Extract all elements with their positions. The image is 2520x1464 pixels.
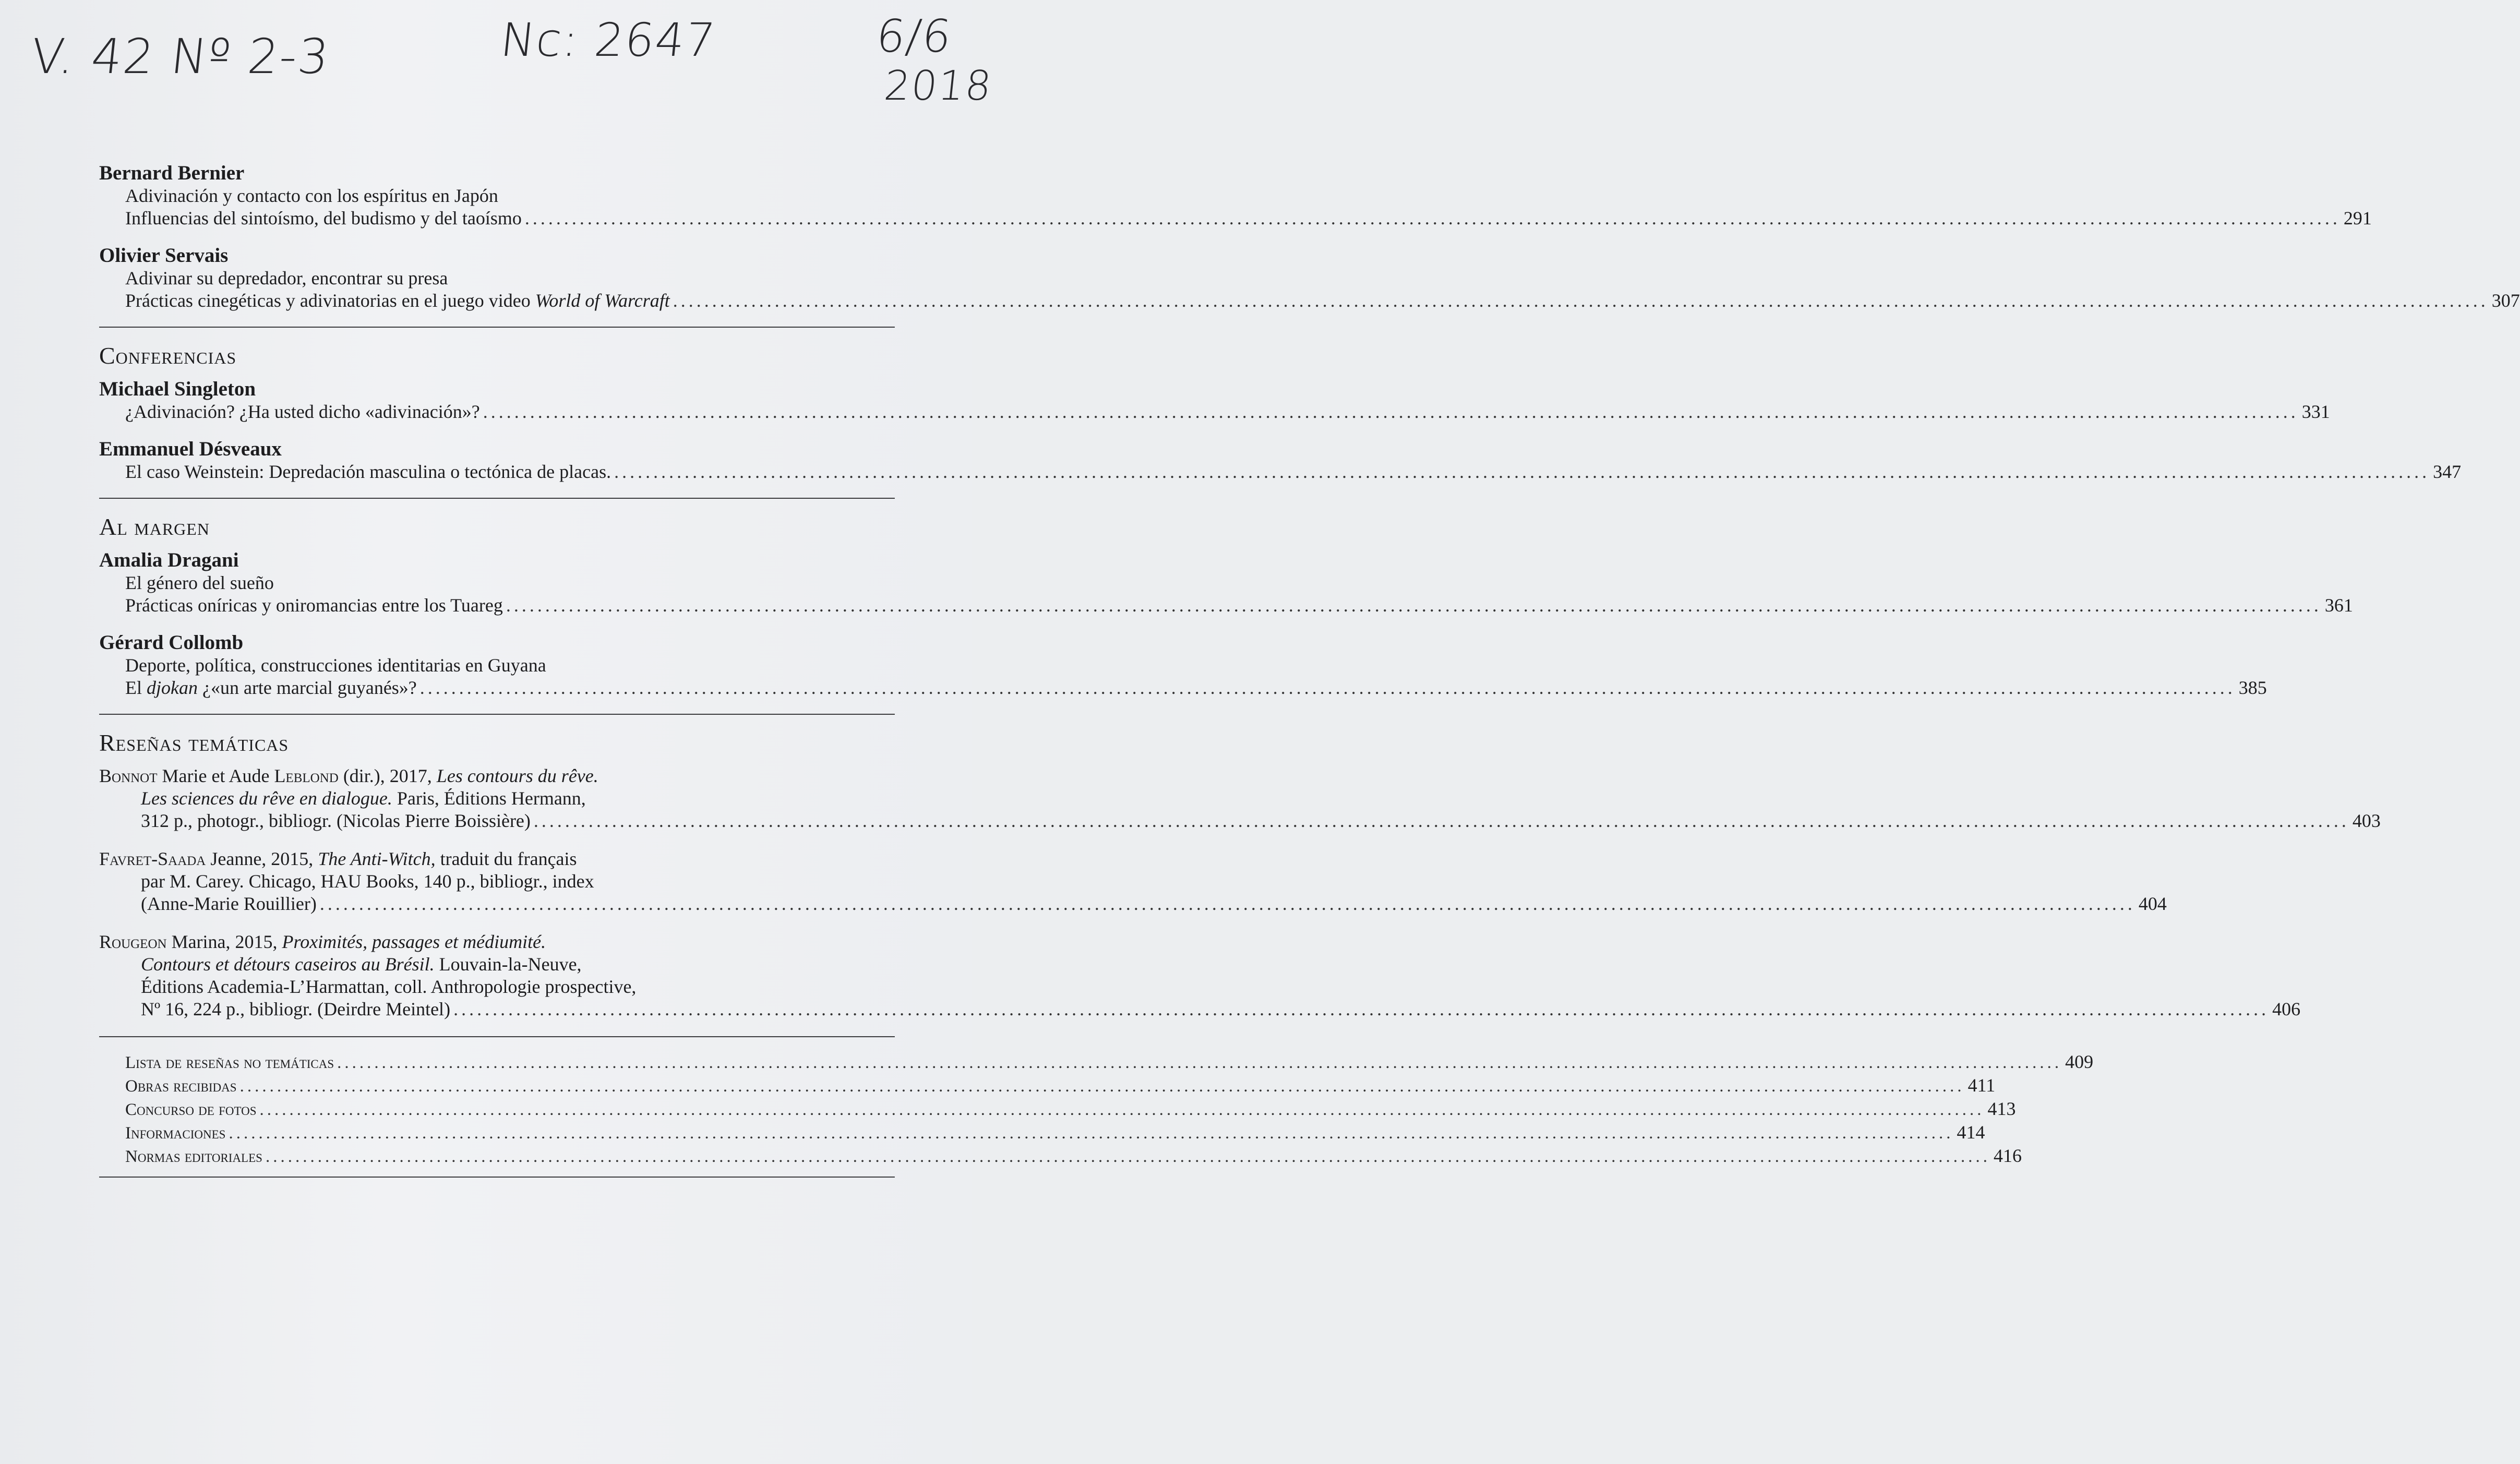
section-heading-resenas: Reseñas temáticas xyxy=(99,729,289,756)
entry-leader-line xyxy=(99,594,2353,617)
entry-title-line: Deporte, política, construcciones identitarias en Guyana xyxy=(125,655,546,676)
page-number: 413 xyxy=(1987,1098,2016,1119)
page-number: 385 xyxy=(2238,677,2267,698)
entry-leader-line xyxy=(99,677,2267,699)
handwritten-volume-note: V. 42 Nº 2-3 xyxy=(28,29,333,85)
toc-entry xyxy=(99,244,2520,312)
page-number: 291 xyxy=(2343,208,2372,229)
review-citation-line: Contours et détours caseiros au Brésil. Louvain-la-Neuve, xyxy=(141,954,582,975)
review-citation-line: Rougeon Marina, 2015, Proximités, passages et médiumité. xyxy=(99,931,546,952)
page-number: 404 xyxy=(2138,893,2167,914)
misc-item: Lista de reseñas no temáticas ..... 409 xyxy=(99,1051,895,1074)
section-divider xyxy=(99,327,895,328)
dot-leader xyxy=(673,290,2489,312)
review-citation-line: Bonnot Marie et Aude Leblond (dir.), 2017, Les contours du rêve. xyxy=(99,765,598,786)
entry-leader-line xyxy=(99,401,2330,423)
dot-leader xyxy=(525,207,2341,230)
dot-leader xyxy=(453,998,2269,1021)
entry-author: Emmanuel Désveaux xyxy=(99,438,282,460)
toc-entry xyxy=(99,438,2462,483)
page-number: 361 xyxy=(2324,595,2353,616)
review-entry xyxy=(99,765,2381,832)
toc-entry xyxy=(99,378,2330,423)
entry-author: Bernard Bernier xyxy=(99,162,245,184)
page-number: 411 xyxy=(1967,1075,1996,1096)
entry-title-line: Adivinar su depredador, encontrar su presa xyxy=(125,268,448,289)
entry-leader-line: (Anne-Marie Rouillier) ..... 404 xyxy=(99,893,895,915)
section-divider xyxy=(99,1177,895,1178)
dot-leader xyxy=(266,1146,1990,1168)
dot-leader xyxy=(534,810,2349,832)
entry-subtitle: Prácticas oníricas y oniromancias entre los Tuareg xyxy=(125,595,503,616)
page-number: 409 xyxy=(2065,1051,2094,1072)
dot-leader xyxy=(614,461,2430,483)
dot-leader xyxy=(420,677,2236,699)
review-citation-line: Favret-Saada Jeanne, 2015, The Anti-Witch, traduit du français xyxy=(99,848,577,869)
entry-title-line: El género del sueño xyxy=(125,572,274,593)
page-number: 406 xyxy=(2272,999,2301,1019)
misc-item: Normas editoriales ..... 416 xyxy=(99,1145,895,1168)
dot-leader xyxy=(240,1075,1965,1098)
dot-leader xyxy=(506,594,2322,617)
entry-author: Olivier Servais xyxy=(99,244,229,267)
entry-author: Michael Singleton xyxy=(99,378,256,400)
review-citation-line: par M. Carey. Chicago, HAU Books, 140 p., bibliogr., index xyxy=(141,871,594,892)
section-divider xyxy=(99,498,895,499)
entry-subtitle: Influencias del sintoísmo, del budismo y del taoísmo xyxy=(125,208,522,229)
dot-leader xyxy=(483,401,2299,423)
dot-leader xyxy=(337,1052,2062,1074)
page-number: 414 xyxy=(1957,1122,1985,1143)
page-number: 331 xyxy=(2301,401,2330,422)
entry-leader-line xyxy=(99,207,2372,230)
toc-entry xyxy=(99,631,2267,699)
handwritten-issue-note: 6/6 xyxy=(873,10,955,63)
toc-entry xyxy=(99,162,2372,230)
entry-leader-line: Nº 16, 224 p., bibliogr. (Deirdre Meintel) ..... 406 xyxy=(99,998,895,1021)
entry-title: El caso Weinstein: Depredación masculina o tectónica de placas. xyxy=(125,461,611,482)
entry-title-line: Adivinación y contacto con los espíritus en Japón xyxy=(125,185,498,206)
handwritten-year-note: 2018 xyxy=(882,63,995,110)
toc-entry xyxy=(99,549,2353,617)
misc-item: Obras recibidas ..... 411 xyxy=(99,1074,895,1098)
table-of-contents xyxy=(99,162,2520,1191)
review-citation-line: Éditions Academia-L’Harmattan, coll. Anthropologie prospective, xyxy=(141,976,637,997)
game-title: World of Warcraft xyxy=(535,290,670,311)
entry-author: Amalia Dragani xyxy=(99,549,239,571)
misc-list xyxy=(99,1051,2094,1168)
entry-leader-line xyxy=(99,461,2462,483)
entry-subtitle: El djokan ¿«un arte marcial guyanés»? xyxy=(125,677,417,698)
entry-author: Gérard Collomb xyxy=(99,631,244,654)
dot-leader xyxy=(260,1099,1985,1121)
entry-leader-line: 312 p., photogr., bibliogr. (Nicolas Pierre Boissière) ..... 403 xyxy=(99,810,895,832)
page-number: 416 xyxy=(1993,1145,2022,1166)
section-divider xyxy=(99,714,895,715)
entry-title: ¿Adivinación? ¿Ha usted dicho «adivinación»? xyxy=(125,401,480,422)
dot-leader xyxy=(229,1122,1953,1145)
review-entry xyxy=(99,848,2167,915)
review-entry xyxy=(99,931,2301,1021)
section-divider xyxy=(99,1036,895,1037)
page-number: 403 xyxy=(2352,810,2381,831)
review-citation-line: Les sciences du rêve en dialogue. Paris, Éditions Hermann, xyxy=(141,788,586,809)
misc-item: Informaciones ..... 414 xyxy=(99,1121,895,1145)
misc-item: Concurso de fotos ..... 413 xyxy=(99,1098,895,1121)
entry-subtitle: Prácticas cinegéticas y adivinatorias en el juego video World of Warcraft xyxy=(125,290,670,311)
section-heading-al-margen: Al margen xyxy=(99,513,210,540)
handwritten-nc-note: Nc: 2647 xyxy=(498,13,719,67)
entry-leader-line xyxy=(99,290,2520,312)
page-number: 307 xyxy=(2491,290,2520,311)
section-heading-conferencias: Conferencias xyxy=(99,342,237,369)
page-number: 347 xyxy=(2433,461,2462,482)
dot-leader xyxy=(320,893,2135,915)
